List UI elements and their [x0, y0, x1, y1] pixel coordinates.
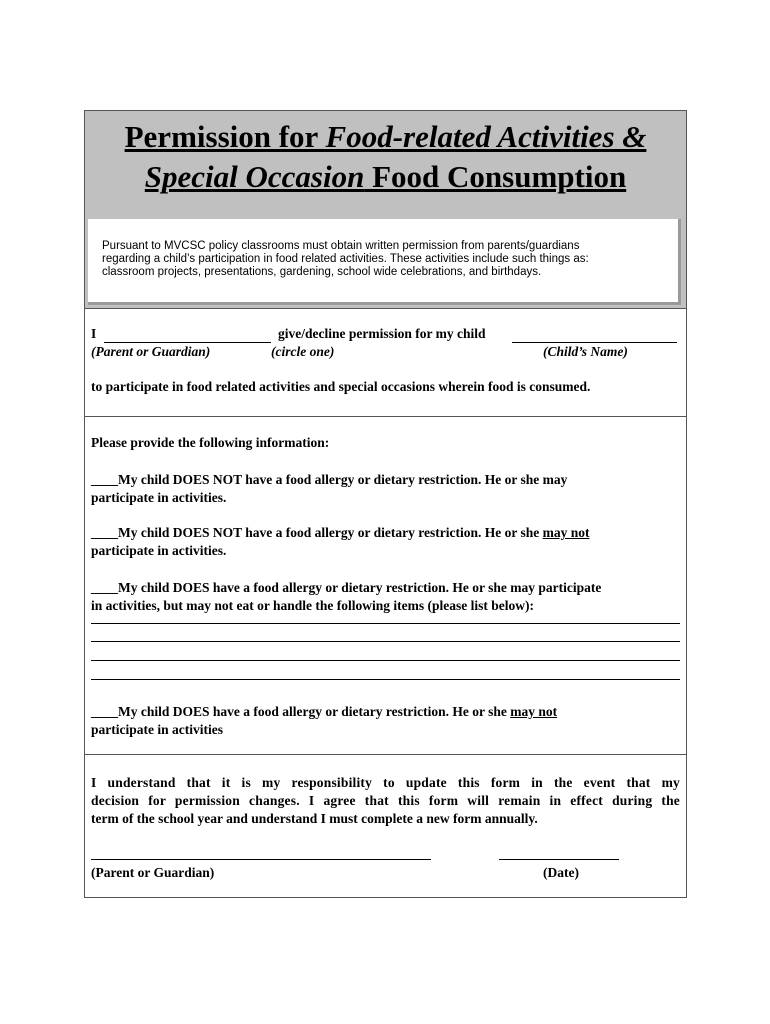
list-line-3[interactable] [91, 660, 680, 661]
option-no-allergy-may[interactable]: ____My child DOES NOT have a food allergy or dietary restriction. He or she may [91, 472, 568, 487]
circle-one-label: (circle one) [271, 344, 335, 359]
policy-text: Pursuant to MVCSC policy classrooms must obtain written permission from parents/guardians regarding a child’s participation in food related activities. These activities include such things as: classroom projects, presentations, gardening, school wide celebrations, and birthdays. [102, 240, 589, 278]
parent-name-field[interactable] [104, 342, 271, 343]
title-block [85, 111, 686, 309]
list-line-2[interactable] [91, 641, 680, 642]
list-line-1[interactable] [91, 623, 680, 624]
option-allergy-may[interactable]: ____My child DOES have a food allergy or dietary restriction. He or she may participate [91, 580, 602, 595]
option-no-allergy-may-not[interactable]: ____My child DOES NOT have a food allergy or dietary restriction. He or she may not [91, 525, 590, 540]
permission-form [84, 110, 687, 898]
date-line[interactable] [499, 859, 619, 860]
responsibility-paragraph: I understand that it is my responsibility to update this form in the event that my decision for permission changes. I agree that this form will remain in effect during the term of the school year and understand I must complete a new form annually. [91, 775, 680, 826]
child-name-label: (Child’s Name) [543, 344, 628, 359]
list-line-4[interactable] [91, 679, 680, 680]
responsibility-section [85, 755, 686, 897]
form-title: Permission for Food-related Activities & Special Occasion Food Consumption [124, 119, 647, 194]
give-decline-text[interactable]: give/decline permission for my child [278, 326, 486, 341]
permission-section [85, 309, 686, 417]
date-label: (Date) [543, 865, 579, 880]
child-name-field[interactable] [512, 342, 677, 343]
signature-line[interactable] [91, 859, 431, 860]
policy-box [88, 219, 681, 305]
information-section: Please provide the following information: ____My child DOES NOT have a food allergy or dietary restriction. He or she may participate in activities. ____My child DOES NOT have a food allergy or dietary restriction. He or she may not participate in activities. ____My child DOES have a food allergy or dietary restriction. He or she may participate in activities, but may not eat or handle the following items (please list below): ____My child DOES have a food allergy or dietary restriction. He or she may not participate in activities [85, 417, 686, 755]
info-heading: Please provide the following information: [91, 435, 330, 450]
parent-guardian-label: (Parent or Guardian) [91, 344, 211, 359]
signature-label: (Parent or Guardian) [91, 865, 215, 880]
i-label: I [91, 326, 97, 341]
permission-statement: to participate in food related activities and special occasions wherein food is consumed. [91, 379, 591, 394]
option-allergy-may-not[interactable]: ____My child DOES have a food allergy or dietary restriction. He or she may not [91, 704, 558, 719]
